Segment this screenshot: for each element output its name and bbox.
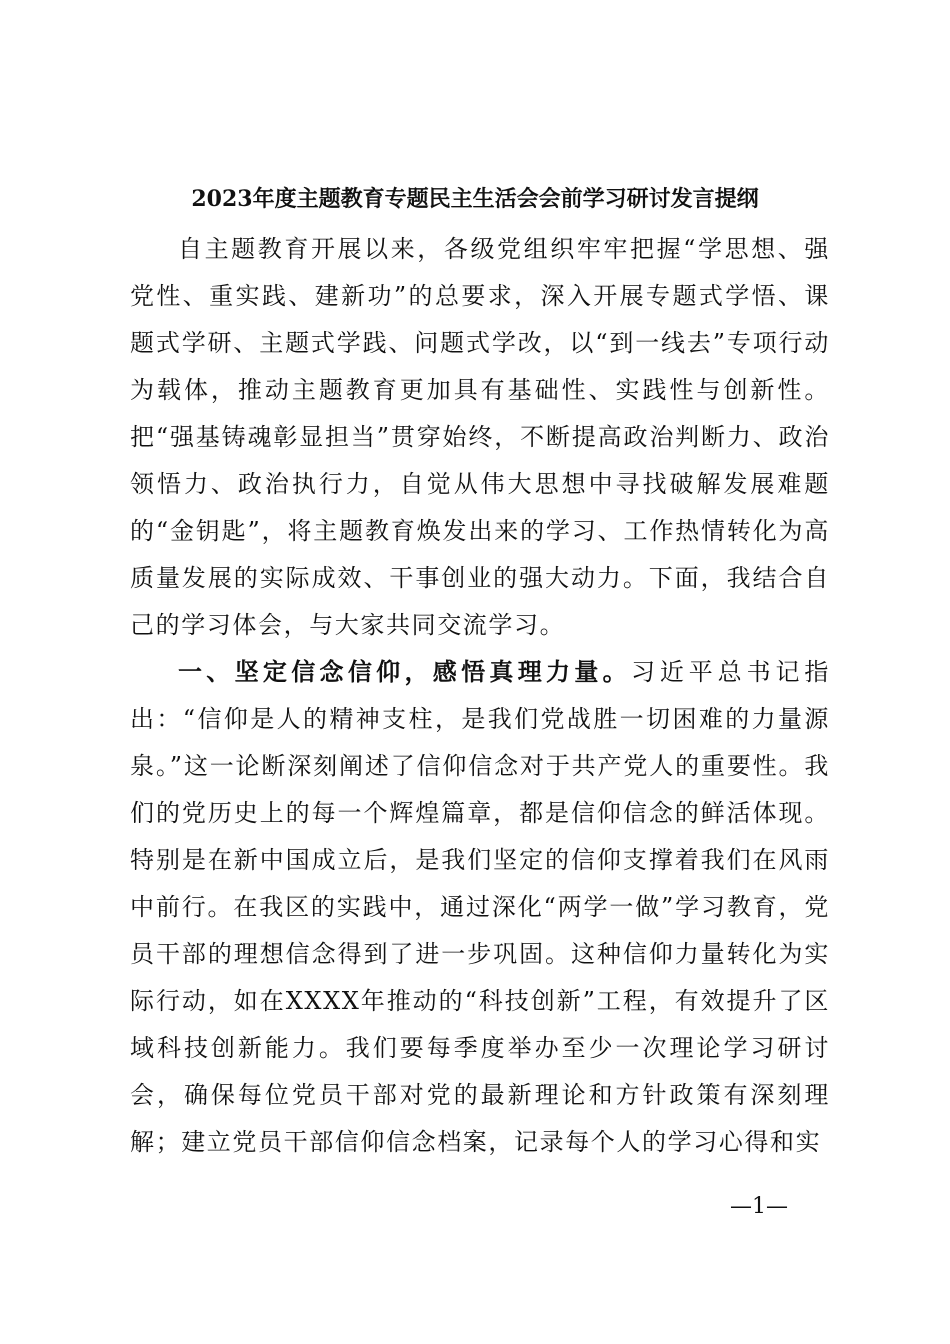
paragraph-intro [130, 226, 830, 649]
section-one-heading: 一、坚定信念信仰，感悟真理力量。 [178, 658, 631, 686]
document-body [130, 226, 830, 1166]
page-number: —1— [730, 1194, 788, 1219]
section-one-text: 习近平总书记指出：“信仰是人的精神支柱，是我们党战胜一切困难的力量源泉。”这一论断深刻阐述了信仰信念对于共产党人的重要性。我们的党历史上的每一个辉煌篇章，都是信仰信念的鲜活体现。特别是在新中国成立后，是我们坚定的信仰支撑着我们在风雨中前行。在我区的实践中，通过深化“两学一做”学习教育，党员干部的理想信念得到了进一步巩固。这种信仰力量转化为实际行动，如在XXXX年推动的“科技创新”工程，有效提升了区域科技创新能力。我们要每季度举办至少一次理论学习研讨会，确保每位党员干部对党的最新理论和方针政策有深刻理解；建立党员干部信仰信念档案，记录每个人的学习心得和实 [130, 658, 831, 1156]
paragraph-section-one [130, 649, 830, 1166]
document-title: 2023年度主题教育专题民主生活会会前学习研讨发言提纲 [191, 186, 759, 212]
paragraph-intro-text: 自主题教育开展以来，各级党组织牢牢把握“学思想、强党性、重实践、建新功”的总要求，深入开展专题式学悟、课题式学研、主题式学践、问题式学改，以“到一线去”专项行动为载体，推动主题教育更加具有基础性、实践性与创新性。把“强基铸魂彰显担当”贯穿始终，不断提高政治判断力、政治领悟力、政治执行力，自觉从伟大思想中寻找破解发展难题的“金钥匙”，将主题教育焕发出来的学习、工作热情转化为高质量发展的实际成效、干事创业的强大动力。下面，我结合自己的学习体会，与大家共同交流学习。 [130, 235, 830, 639]
